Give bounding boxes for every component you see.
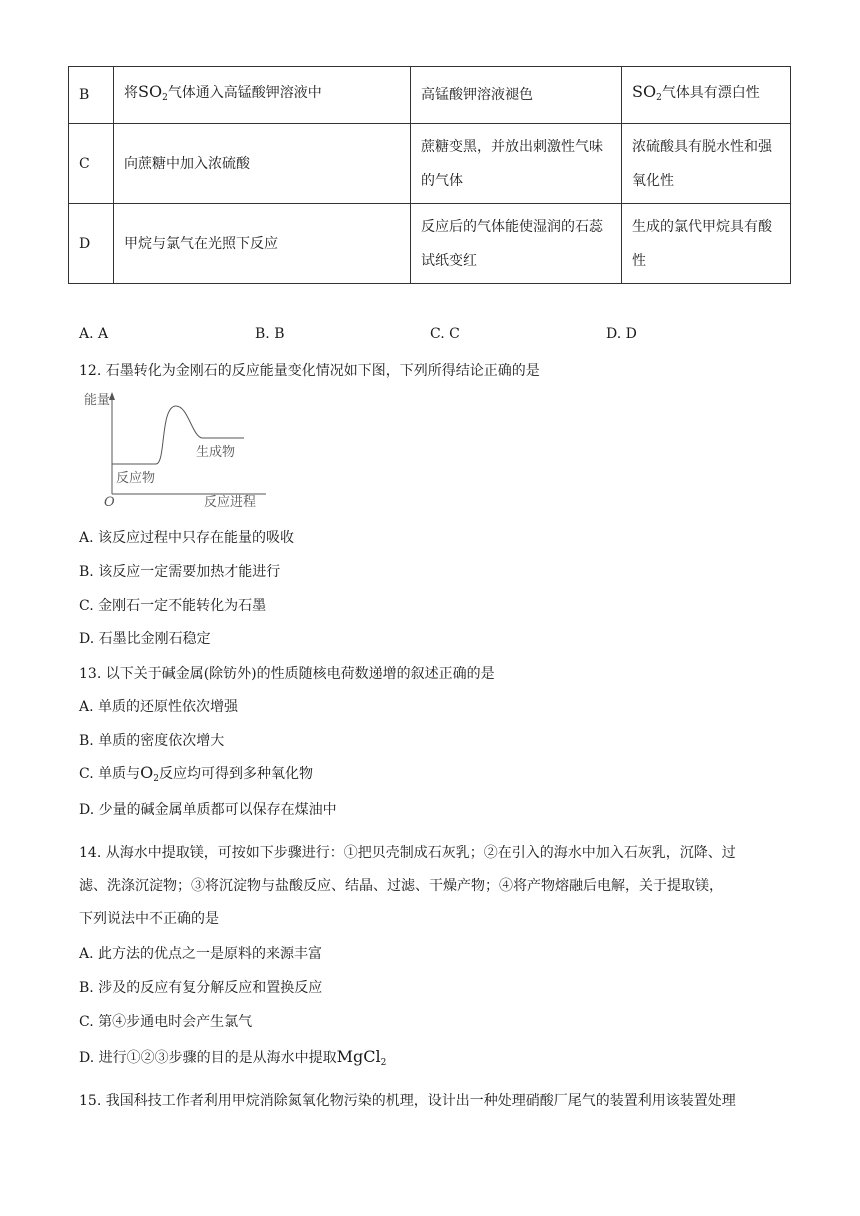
row-id: D: [69, 204, 114, 284]
product-label: 生成物: [196, 445, 236, 460]
q12-option-d: D. 石墨比金刚石稳定: [79, 631, 211, 647]
experiment-table: [68, 66, 791, 284]
option-d: D. D: [606, 326, 637, 342]
option-a: A. A: [79, 326, 109, 342]
question-14-line2: 滤、洗涤沉淀物；③将沉淀物与盐酸反应、结晶、过滤、干燥产物；④将产物熔融后电解，关于提取镁，: [79, 878, 723, 894]
x-axis-label: 反应进程: [204, 495, 257, 510]
q12-option-a: A. 该反应过程中只存在能量的吸收: [79, 530, 295, 546]
q13-option-a: A. 单质的还原性依次增强: [79, 699, 239, 715]
q12-option-b: B. 该反应一定需要加热才能进行: [79, 564, 281, 580]
q14-option-d: D. 进行①②③步骤的目的是从海水中提取MgCl$_2$: [79, 1047, 387, 1068]
q13-option-c: C. 单质与$O_2$反应均可得到多种氧化物: [79, 763, 313, 784]
operation-cell: 向蔗糖中加入浓硫酸: [114, 124, 411, 204]
table-row: [69, 124, 791, 204]
option-b: B. B: [255, 326, 285, 342]
q14-option-b: B. 涉及的反应有复分解反应和置换反应: [79, 980, 323, 996]
table-row: [69, 67, 791, 124]
q14-option-a: A. 此方法的优点之一是原料的来源丰富: [79, 946, 323, 962]
q14-option-c: C. 第④步通电时会产生氯气: [79, 1014, 253, 1030]
operation-cell: 将$SO_2$气体通入高锰酸钾溶液中: [114, 67, 411, 124]
row-id: C: [69, 124, 114, 204]
q13-option-d: D. 少量的碱金属单质都可以保存在煤油中: [79, 802, 337, 818]
question-12-stem: 12. 石墨转化为金刚石的反应能量变化情况如下图，下列所得结论正确的是: [79, 363, 540, 379]
phenomenon-cell: 蔗糖变黑，并放出刺激性气味的气体: [411, 124, 622, 204]
energy-diagram: [84, 390, 274, 515]
question-14-line1: 14. 从海水中提取镁，可按如下步骤进行：①把贝壳制成石灰乳；②在引入的海水中加入石灰乳，沉降、过: [79, 845, 736, 861]
conclusion-cell: $SO_2$气体具有漂白性: [622, 67, 791, 124]
q12-option-c: C. 金刚石一定不能转化为石墨: [79, 598, 267, 614]
reactant-label: 反应物: [116, 471, 156, 486]
question-13-stem: 13. 以下关于碱金属(除钫外)的性质随核电荷数递增的叙述正确的是: [79, 666, 495, 682]
option-c: C. C: [430, 326, 460, 342]
conclusion-cell: 生成的氯代甲烷具有酸性: [622, 204, 791, 284]
row-id: B: [69, 67, 114, 124]
conclusion-cell: 浓硫酸具有脱水性和强氧化性: [622, 124, 791, 204]
question-15-line1: 15. 我国科技工作者利用甲烷消除氮氧化物污染的机理，设计出一种处理硝酸厂尾气的装置利用该装置处理: [79, 1093, 736, 1109]
operation-cell: 甲烷与氯气在光照下反应: [114, 204, 411, 284]
origin-label: O: [104, 495, 115, 510]
question-14-line3: 下列说法中不正确的是: [79, 911, 219, 927]
y-axis-label: 能量: [84, 393, 111, 408]
table-row: [69, 204, 791, 284]
phenomenon-cell: 高锰酸钾溶液褪色: [411, 67, 622, 124]
phenomenon-cell: 反应后的气体能使湿润的石蕊试纸变红: [411, 204, 622, 284]
q13-option-b: B. 单质的密度依次增大: [79, 733, 225, 749]
